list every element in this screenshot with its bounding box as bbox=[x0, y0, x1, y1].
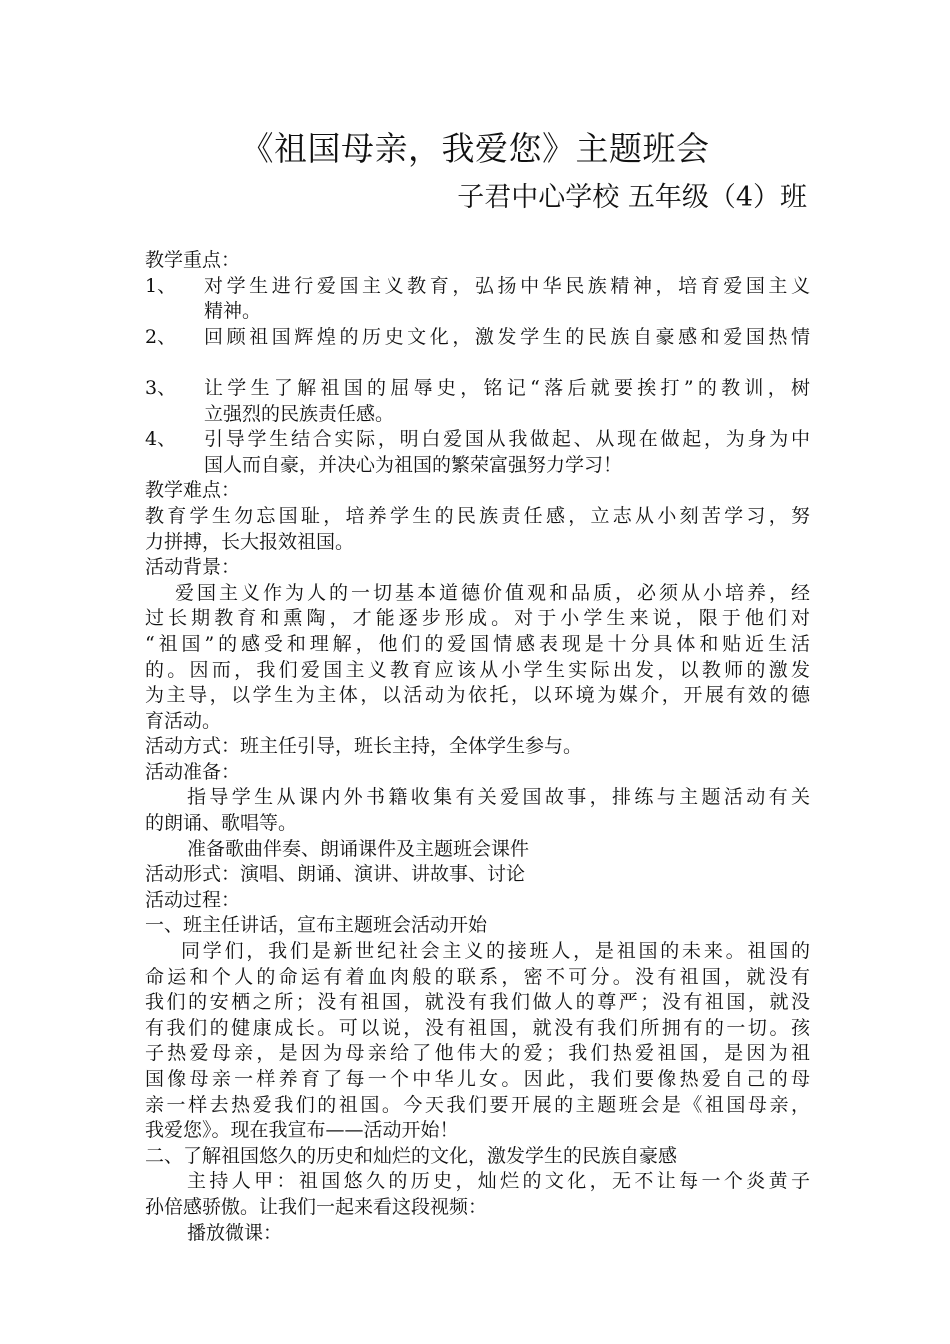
focus-item-4 bbox=[145, 427, 810, 478]
section-heading-difficulty: 教学难点： bbox=[145, 479, 241, 502]
paragraph-line: 我爱您》。现在我宣布——活动开始！ bbox=[145, 1119, 459, 1142]
section-heading-background: 活动背景： bbox=[145, 556, 241, 579]
focus-item-3 bbox=[145, 376, 810, 427]
paragraph-line: 育活动。 bbox=[145, 709, 222, 732]
step-heading-1: 一、班主任讲话，宣布主题班会活动开始 bbox=[145, 914, 488, 937]
paragraph-line: 主持人甲：祖国悠久的历史，灿烂的文化，无不让每一个炎黄子 bbox=[187, 1170, 810, 1193]
paragraph-line: “祖国”的感受和理解，他们的爱国情感表现是十分具体和贴近生活 bbox=[145, 632, 810, 655]
paragraph-line: 国像母亲一样养育了每一个中华儿女。因此，我们要像热爱自己的母 bbox=[145, 1068, 810, 1090]
section-heading-process: 活动过程： bbox=[145, 888, 241, 911]
paragraph-line: 的。因而，我们爱国主义教育应该从小学生实际出发，以教师的激发 bbox=[145, 658, 810, 681]
item-number: 3、 bbox=[145, 376, 177, 399]
item-line: 国人而自豪，并决心为祖国的繁荣富强努力学习！ bbox=[204, 453, 623, 476]
paragraph-line: 播放微课： bbox=[187, 1221, 283, 1244]
section-heading-prep: 活动准备： bbox=[145, 760, 241, 783]
item-line: 引导学生结合实际，明白爱国从我做起、从现在做起，为身为中 bbox=[204, 428, 810, 451]
document-title: 《祖国母亲，我爱您》主题班会 bbox=[240, 129, 710, 168]
paragraph-line: 子热爱母亲，是因为母亲给了他伟大的爱；我们热爱祖国，是因为祖 bbox=[145, 1042, 810, 1065]
item-line: 让学生了解祖国的屈辱史，铭记“落后就要挨打”的教训，树 bbox=[204, 376, 810, 399]
item-line: 回顾祖国辉煌的历史文化，激发学生的民族自豪感和爱国热情 bbox=[204, 325, 810, 348]
item-line: 对学生进行爱国主义教育，弘扬中华民族精神，培育爱国主义 bbox=[204, 274, 810, 297]
item-number: 2、 bbox=[145, 325, 177, 348]
paragraph-line: 的朗诵、歌唱等。 bbox=[145, 812, 298, 835]
paragraph-line: 力拼搏，长大报效祖国。 bbox=[145, 530, 355, 553]
activity-form: 活动形式：演唱、朗诵、演讲、讲故事、讨论 bbox=[145, 863, 526, 886]
paragraph-line: 同学们，我们是新世纪社会主义的接班人，是祖国的未来。祖国的 bbox=[181, 940, 810, 963]
activity-method: 活动方式：班主任引导，班长主持，全体学生参与。 bbox=[145, 735, 583, 758]
item-number: 4、 bbox=[145, 428, 177, 451]
paragraph-line: 教育学生勿忘国耻，培养学生的民族责任感，立志从小刻苦学习，努 bbox=[145, 504, 810, 527]
step-heading-2: 二、了解祖国悠久的历史和灿烂的文化，激发学生的民族自豪感 bbox=[145, 1144, 678, 1167]
paragraph-line: 过长期教育和熏陶，才能逐步形成。对于小学生来说，限于他们对 bbox=[145, 607, 810, 630]
paragraph-line: 为主导，以学生为主体，以活动为依托，以环境为媒介，开展有效的德 bbox=[145, 684, 810, 707]
item-line: 精神。 bbox=[204, 300, 262, 323]
focus-item-2 bbox=[145, 325, 810, 376]
paragraph-line: 亲一样去热爱我们的祖国。今天我们要开展的主题班会是《祖国母亲， bbox=[145, 1093, 810, 1116]
paragraph-line: 命运和个人的命运有着血肉般的联系，密不可分。没有祖国，就没有 bbox=[145, 965, 810, 988]
paragraph-line: 我们的安栖之所；没有祖国，就没有我们做人的尊严；没有祖国，就没 bbox=[145, 991, 810, 1014]
paragraph-line: 孙倍感骄傲。让我们一起来看这段视频： bbox=[145, 1195, 488, 1218]
focus-item-1 bbox=[145, 274, 810, 325]
paragraph-line: 爱国主义作为人的一切基本道德价值观和品质，必须从小培养，经 bbox=[175, 581, 810, 604]
item-line: 立强烈的民族责任感。 bbox=[204, 402, 395, 425]
blank-line bbox=[204, 350, 810, 376]
paragraph-line: 指导学生从课内外书籍收集有关爱国故事，排练与主题活动有关 bbox=[187, 786, 810, 809]
paragraph-line: 准备歌曲伴奏、朗诵课件及主题班会课件 bbox=[187, 837, 530, 860]
document-subtitle: 子君中心学校 五年级（4）班 bbox=[457, 182, 807, 213]
paragraph-line: 有我们的健康成长。可以说，没有祖国，就没有我们所拥有的一切。孩 bbox=[145, 1016, 810, 1039]
document-body bbox=[145, 248, 810, 1246]
item-number: 1、 bbox=[145, 274, 177, 297]
section-heading-focus: 教学重点： bbox=[145, 249, 241, 271]
